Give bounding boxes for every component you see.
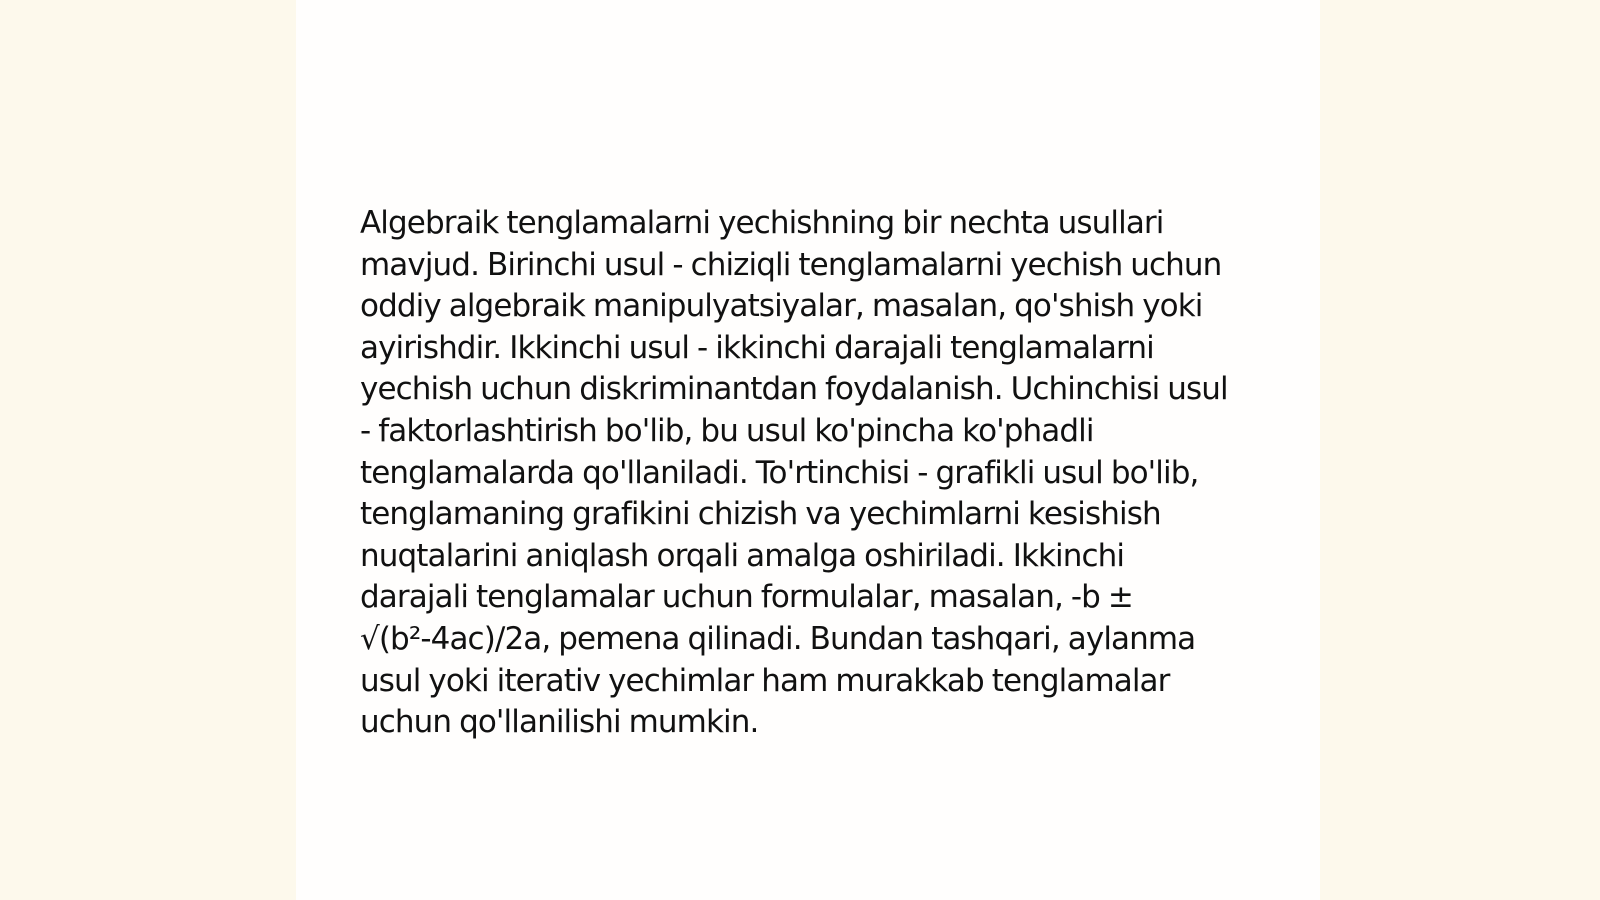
document-page — [296, 0, 1320, 900]
body-paragraph: Algebraik tenglamalarni yechishning bir nechta usullari mavjud. Birinchi usul - chiziqli tenglamalarni yechish uchun oddiy algebraik manipulyatsiyalar, masalan, qo'shish yoki ayirishdir. Ikkinchi usul - ikkinchi darajali tenglamalarni yechish uchun diskriminantdan foydalanish. Uchinchisi usul - faktorlashtirish bo'lib, bu usul ko'pincha ko'phadli tenglamalarda qo'llaniladi. To'rtinchisi - grafikli usul bo'lib, tenglamaning grafikini chizish va yechimlarni kesishish nuqtalarini aniqlash orqali amalga oshiriladi. Ikkinchi darajali tenglamalar uchun formulalar, masalan, -b ± √(b²-4ac)/2a, pemena qilinadi. Bundan tashqari, aylanma usul yoki iterativ yechimlar ham murakkab tenglamalar uchun qo'llanilishi mumkin. — [360, 205, 1228, 741]
